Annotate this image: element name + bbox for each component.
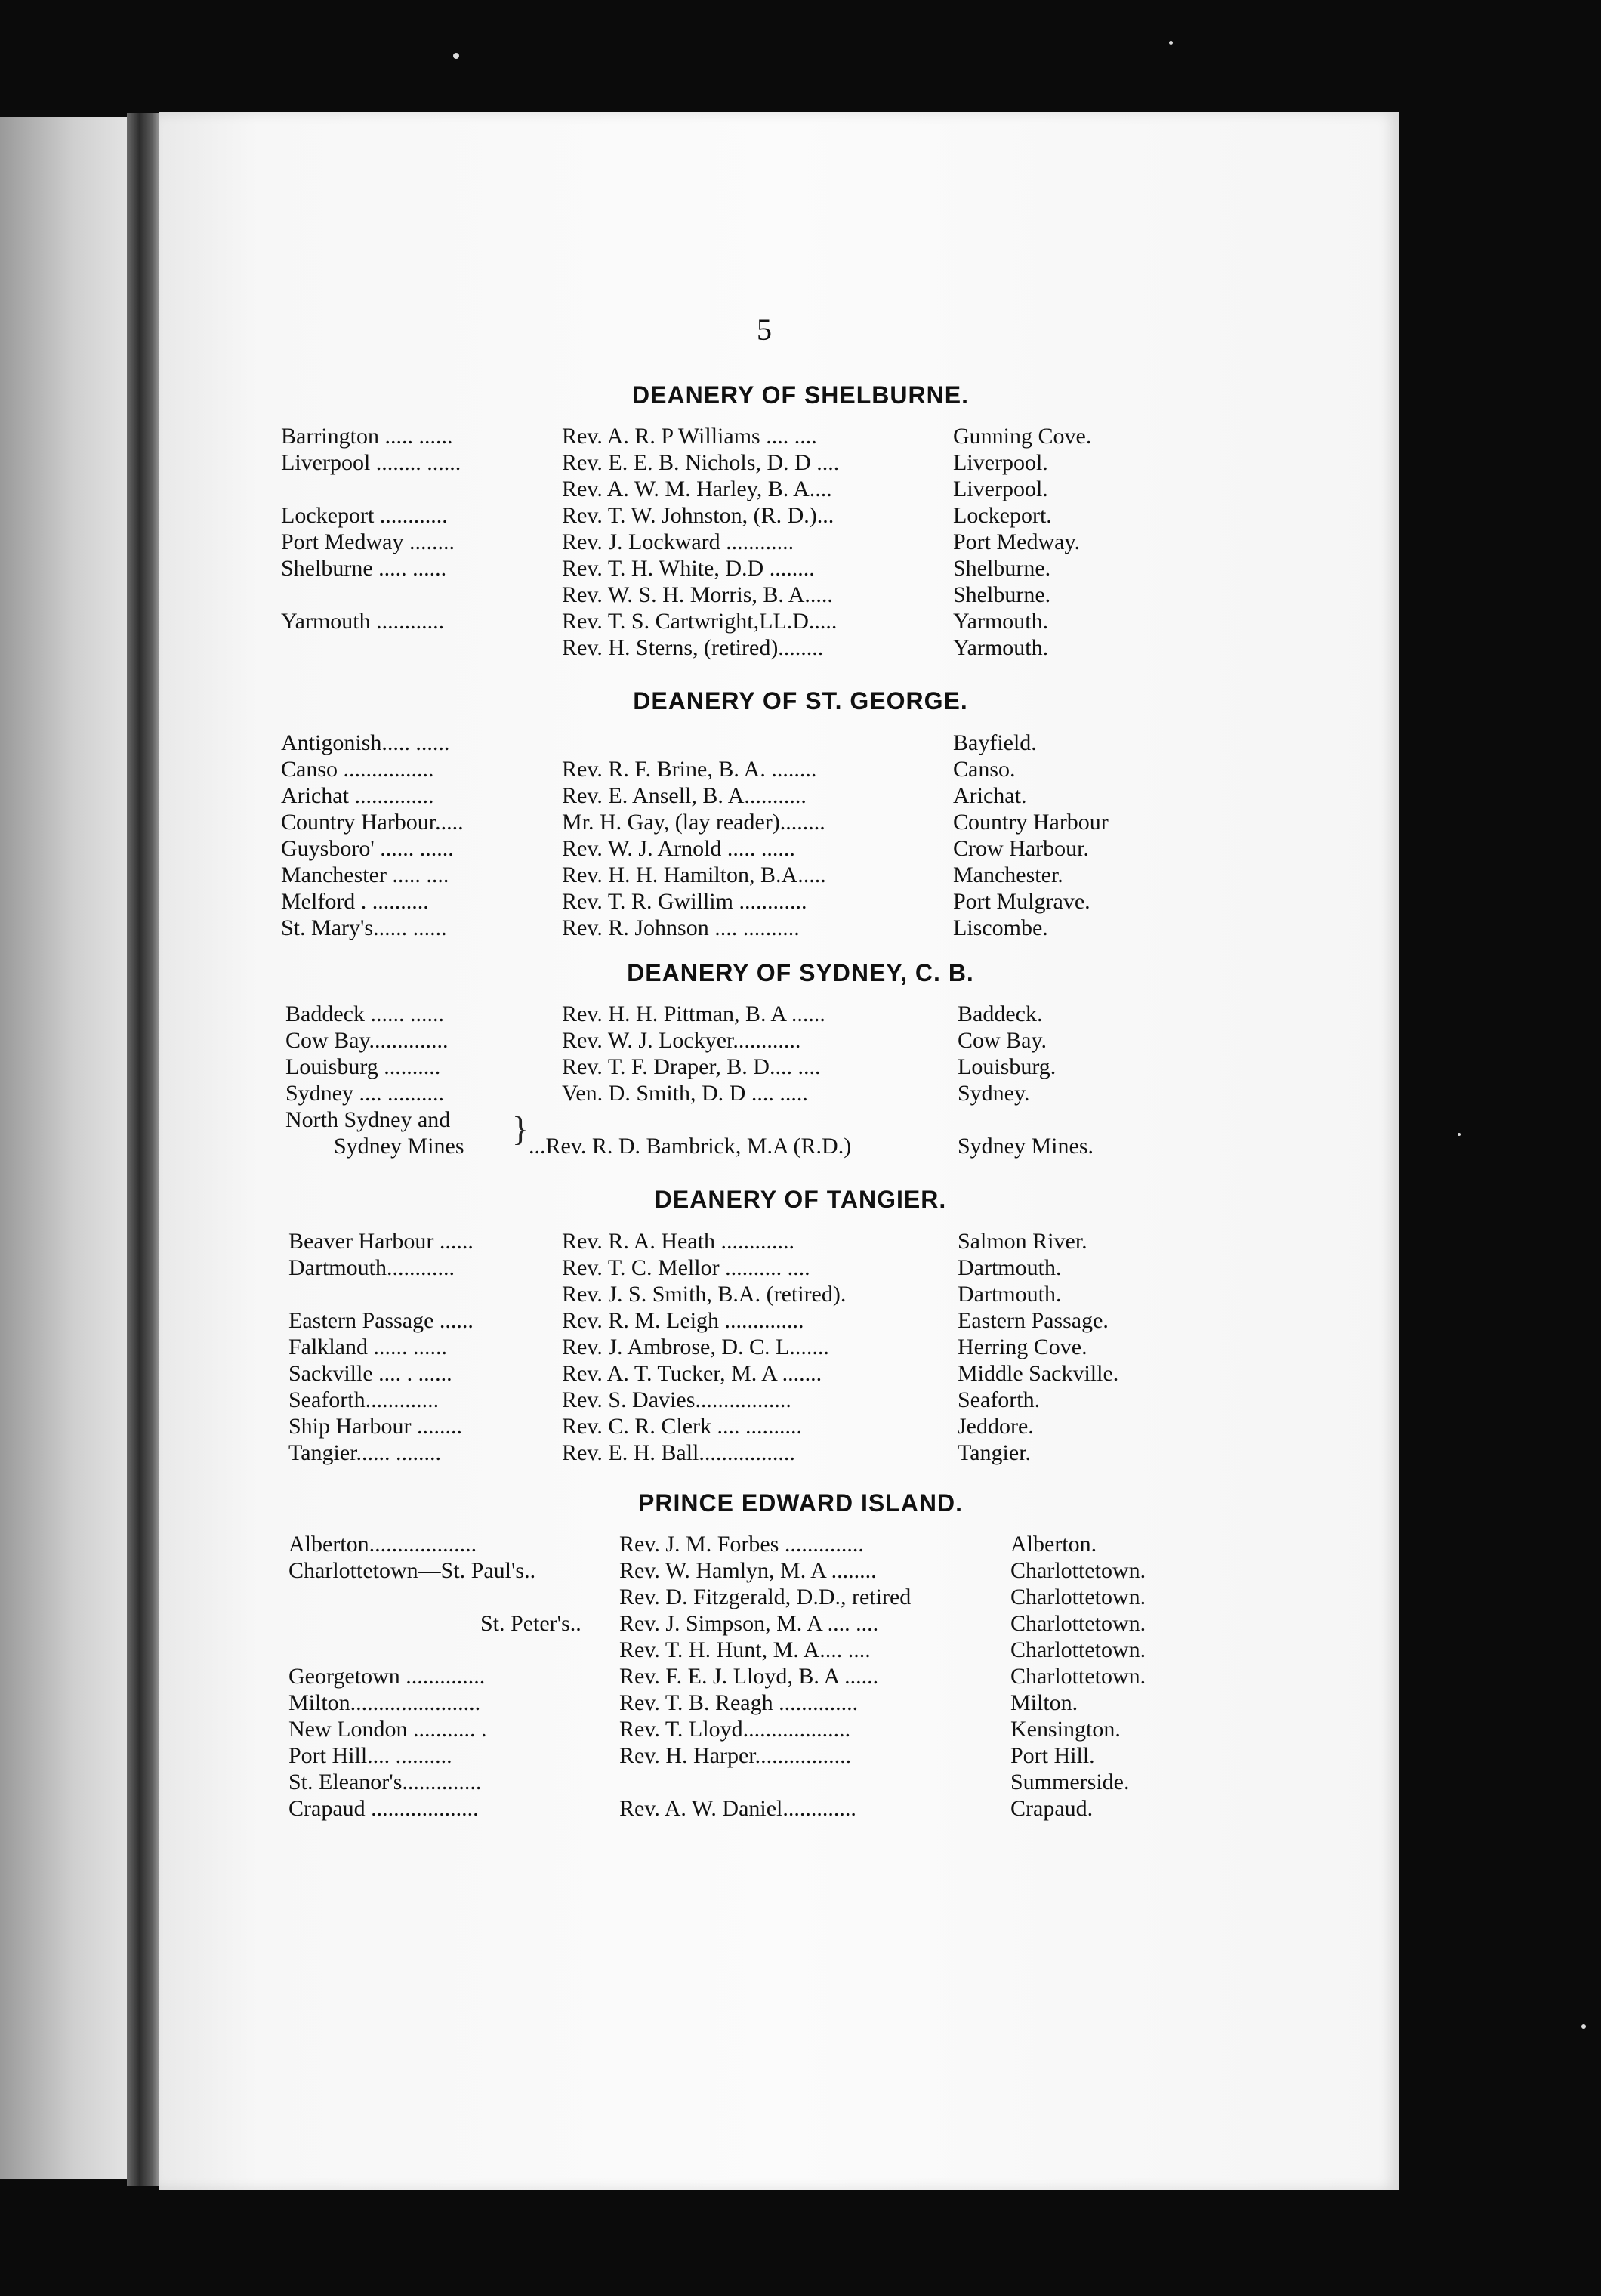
residence-name: Yarmouth.: [953, 635, 1049, 660]
parish-name: Port Hill.... ..........: [288, 1743, 452, 1768]
page-number: 5: [757, 313, 772, 347]
clergy-name: ...Rev. R. D. Bambrick, M.A (R.D.): [529, 1134, 852, 1159]
residence-name: Port Medway.: [953, 529, 1081, 554]
clergy-name: Rev. H. H. Hamilton, B.A.....: [562, 863, 826, 887]
residence-name: Tangier.: [958, 1440, 1032, 1465]
clergy-name: Rev. J. M. Forbes ..............: [619, 1532, 864, 1557]
clergy-name: Rev. E. Ansell, B. A...........: [562, 783, 807, 808]
parish-name: Tangier...... ........: [288, 1440, 442, 1465]
parish-name: Dartmouth............: [288, 1255, 455, 1280]
clergy-name: Rev. J. Ambrose, D. C. L.......: [562, 1335, 829, 1359]
parish-name: Country Harbour.....: [281, 810, 464, 835]
section-heading: DEANERY OF ST. GEORGE.: [633, 687, 968, 714]
parish-name: Manchester ..... ....: [281, 863, 449, 887]
parish-name: Alberton...................: [288, 1532, 477, 1557]
residence-name: Kensington.: [1010, 1717, 1121, 1742]
clergy-name: Rev. H. Sterns, (retired)........: [562, 635, 824, 660]
residence-name: Dartmouth.: [958, 1282, 1062, 1307]
clergy-name: Rev. T. B. Reagh ..............: [619, 1690, 859, 1715]
parish-name: Melford . ..........: [281, 889, 429, 914]
scan-speck: [1581, 2024, 1586, 2029]
parish-name: Yarmouth ............: [281, 609, 445, 634]
residence-name: Arichat.: [953, 783, 1027, 808]
residence-name: Manchester.: [953, 863, 1063, 887]
clergy-name: Rev. T. H. Hunt, M. A.... ....: [619, 1637, 871, 1662]
parish-name: Georgetown ..............: [288, 1664, 486, 1689]
residence-name: Milton.: [1010, 1690, 1078, 1715]
clergy-name: Rev. E. H. Ball.................: [562, 1440, 795, 1465]
parish-name: Sackville .... . ......: [288, 1361, 452, 1386]
residence-name: Lockeport.: [953, 503, 1052, 528]
clergy-name: Rev. J. S. Smith, B.A. (retired).: [562, 1282, 847, 1307]
residence-name: Sydney Mines.: [958, 1134, 1094, 1159]
scan-speck: [1458, 1133, 1461, 1136]
parish-name: Louisburg ..........: [285, 1054, 441, 1079]
residence-name: Baddeck.: [958, 1001, 1043, 1026]
parish-name: St. Eleanor's..............: [288, 1770, 482, 1795]
residence-name: Shelburne.: [953, 582, 1051, 607]
clergy-name: Rev. A. W. Daniel.............: [619, 1796, 856, 1821]
residence-name: Charlottetown.: [1010, 1585, 1146, 1609]
clergy-name: Rev. W. Hamlyn, M. A ........: [619, 1558, 877, 1583]
parish-name: Barrington ..... ......: [281, 424, 453, 449]
clergy-name: Rev. C. R. Clerk .... ..........: [562, 1414, 803, 1439]
residence-name: Crapaud.: [1010, 1796, 1094, 1821]
clergy-name: Rev. H. H. Pittman, B. A ......: [562, 1001, 825, 1026]
clergy-name: Rev. T. S. Cartwright,LL.D.....: [562, 609, 838, 634]
residence-name: Louisburg.: [958, 1054, 1057, 1079]
clergy-name: Rev. T. W. Johnston, (R. D.)...: [562, 503, 834, 528]
parish-name: Ship Harbour ........: [288, 1414, 462, 1439]
parish-name: Lockeport ............: [281, 503, 448, 528]
parish-name: Canso ................: [281, 757, 434, 782]
residence-name: Salmon River.: [958, 1229, 1087, 1254]
section-heading: DEANERY OF TANGIER.: [654, 1186, 947, 1213]
scan-speck: [453, 53, 459, 59]
residence-name: Port Mulgrave.: [953, 889, 1090, 914]
parish-name: St. Mary's...... ......: [281, 915, 447, 940]
parish-name: Seaforth.............: [288, 1387, 440, 1412]
residence-name: Alberton.: [1010, 1532, 1097, 1557]
residence-name: Liscombe.: [953, 915, 1048, 940]
residence-name: Jeddore.: [958, 1414, 1034, 1439]
residence-name: Crow Harbour.: [953, 836, 1089, 861]
parish-name: Charlottetown—St. Paul's..: [288, 1558, 536, 1583]
section-heading: PRINCE EDWARD ISLAND.: [638, 1489, 963, 1517]
residence-name: Charlottetown.: [1010, 1558, 1146, 1583]
book-spine: [127, 113, 163, 2186]
clergy-name: Rev. W. J. Arnold ..... ......: [562, 836, 795, 861]
clergy-name: Rev. E. E. B. Nichols, D. D ....: [562, 450, 840, 475]
residence-name: Country Harbour: [953, 810, 1109, 835]
clergy-name: Rev. R. F. Brine, B. A. ........: [562, 757, 817, 782]
clergy-name: Rev. D. Fitzgerald, D.D., retired: [619, 1585, 912, 1609]
parish-name: Crapaud ...................: [288, 1796, 479, 1821]
parish-name: Port Medway ........: [281, 529, 455, 554]
clergy-name: Rev. T. H. White, D.D ........: [562, 556, 815, 581]
parish-name: Antigonish..... ......: [281, 730, 450, 755]
residence-name: Liverpool.: [953, 477, 1048, 501]
residence-name: Herring Cove.: [958, 1335, 1087, 1359]
residence-name: Sydney.: [958, 1081, 1030, 1106]
parish-name: Sydney Mines: [334, 1134, 464, 1159]
clergy-name: Rev. W. J. Lockyer............: [562, 1028, 801, 1053]
clergy-name: Rev. A. R. P Williams .... ....: [562, 424, 817, 449]
residence-name: Gunning Cove.: [953, 424, 1092, 449]
parish-name: Beaver Harbour ......: [288, 1229, 474, 1254]
clergy-name: Rev. A. T. Tucker, M. A .......: [562, 1361, 822, 1386]
residence-name: Dartmouth.: [958, 1255, 1062, 1280]
clergy-name: Rev. T. F. Draper, B. D.... ....: [562, 1054, 821, 1079]
residence-name: Canso.: [953, 757, 1016, 782]
clergy-name: Rev. W. S. H. Morris, B. A.....: [562, 582, 833, 607]
parish-name: St. Peter's..: [480, 1611, 581, 1636]
parish-name: Cow Bay..............: [285, 1028, 449, 1053]
residence-name: Summerside.: [1010, 1770, 1130, 1795]
clergy-name: Mr. H. Gay, (lay reader)........: [562, 810, 825, 835]
section-heading: DEANERY OF SYDNEY, C. B.: [627, 959, 974, 986]
clergy-name: Rev. R. M. Leigh ..............: [562, 1308, 804, 1333]
residence-name: Liverpool.: [953, 450, 1048, 475]
parish-name: Sydney .... ..........: [285, 1081, 444, 1106]
residence-name: Bayfield.: [953, 730, 1037, 755]
residence-name: Seaforth.: [958, 1387, 1041, 1412]
parish-name: Milton.......................: [288, 1690, 481, 1715]
clergy-name: Rev. J. Simpson, M. A .... ....: [619, 1611, 879, 1636]
clergy-name: Rev. R. A. Heath .............: [562, 1229, 795, 1254]
parish-name: Liverpool ........ ......: [281, 450, 461, 475]
clergy-name: Rev. F. E. J. Lloyd, B. A ......: [619, 1664, 879, 1689]
residence-name: Yarmouth.: [953, 609, 1049, 634]
parish-name: Arichat ..............: [281, 783, 434, 808]
clergy-name: Rev. T. Lloyd...................: [619, 1717, 851, 1742]
parish-name: Shelburne ..... ......: [281, 556, 447, 581]
clergy-name: Rev. J. Lockward ............: [562, 529, 794, 554]
parish-name: North Sydney and: [285, 1107, 451, 1132]
residence-name: Charlottetown.: [1010, 1637, 1146, 1662]
parish-name: Falkland ...... ......: [288, 1335, 447, 1359]
parish-name: Eastern Passage ......: [288, 1308, 474, 1333]
clergy-name: Rev. T. C. Mellor .......... ....: [562, 1255, 810, 1280]
clergy-name: Rev. H. Harper.................: [619, 1743, 852, 1768]
residence-name: Shelburne.: [953, 556, 1051, 581]
residence-name: Cow Bay.: [958, 1028, 1047, 1053]
parish-name: Baddeck ...... ......: [285, 1001, 444, 1026]
scan-speck: [1169, 41, 1173, 45]
residence-name: Charlottetown.: [1010, 1611, 1146, 1636]
residence-name: Eastern Passage.: [958, 1308, 1109, 1333]
left-page-edge: [0, 117, 134, 2179]
section-heading: DEANERY OF SHELBURNE.: [632, 381, 969, 409]
parish-name: Guysboro' ...... ......: [281, 836, 454, 861]
clergy-name: Rev. T. R. Gwillim ............: [562, 889, 807, 914]
parish-name: New London ........... .: [288, 1717, 487, 1742]
clergy-name: Rev. R. Johnson .... ..........: [562, 915, 800, 940]
brace-glyph: }: [512, 1109, 529, 1148]
clergy-name: Rev. S. Davies.................: [562, 1387, 791, 1412]
residence-name: Port Hill.: [1010, 1743, 1095, 1768]
residence-name: Middle Sackville.: [958, 1361, 1119, 1386]
clergy-name: Rev. A. W. M. Harley, B. A....: [562, 477, 832, 501]
clergy-name: Ven. D. Smith, D. D .... .....: [562, 1081, 808, 1106]
residence-name: Charlottetown.: [1010, 1664, 1146, 1689]
